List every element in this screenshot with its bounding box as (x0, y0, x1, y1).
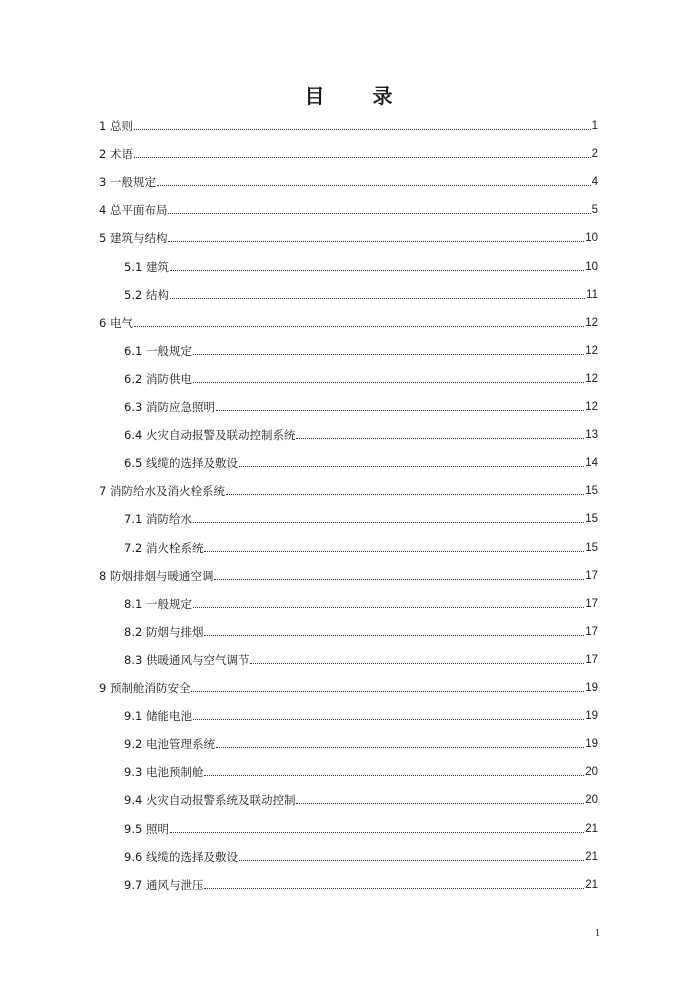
toc-entry-page: 19 (585, 738, 598, 751)
toc-leader-dots (170, 831, 584, 833)
toc-entry-label: 7.1 消防给水 (124, 512, 192, 527)
toc-entry-page: 17 (585, 569, 598, 582)
toc-entry-page: 15 (585, 513, 598, 526)
toc-entry-label: 8.1 一般规定 (124, 596, 192, 611)
toc-entry[interactable] (124, 535, 598, 555)
toc-leader-dots (204, 887, 584, 889)
page-number: 1 (595, 928, 600, 939)
toc-entry-page: 4 (591, 176, 598, 189)
toc-leader-dots (204, 774, 584, 776)
toc-leader-dots (239, 859, 584, 861)
toc-entry-page: 17 (585, 653, 598, 666)
title-char-2: 录 (372, 84, 393, 108)
toc-entry[interactable] (124, 619, 598, 639)
toc-entry-label: 5 建筑与结构 (99, 231, 168, 246)
toc-entry-label: 8.2 防烟与排烟 (124, 624, 204, 639)
toc-entry[interactable] (124, 394, 598, 414)
toc-entry-label: 5.1 建筑 (124, 259, 169, 274)
toc-entry[interactable] (99, 675, 598, 695)
toc-entry-page: 14 (585, 457, 598, 470)
toc-leader-dots (170, 297, 585, 299)
toc-entry-label: 7.2 消火栓系统 (124, 540, 204, 555)
toc-entry-label: 9.5 照明 (124, 821, 169, 836)
toc-entry-label: 5.2 结构 (124, 287, 169, 302)
toc-entry-page: 10 (585, 260, 598, 273)
toc-entry-label: 8 防烟排烟与暖通空调 (99, 568, 214, 583)
toc-leader-dots (216, 746, 584, 748)
toc-entry-page: 15 (585, 485, 598, 498)
toc-entry[interactable] (124, 759, 598, 779)
toc-entry-label: 1 总则 (99, 119, 133, 133)
toc-entry[interactable] (124, 591, 598, 611)
toc-entry-label: 2 术语 (99, 147, 133, 162)
toc-entry-label: 9.2 电池管理系统 (124, 737, 215, 752)
toc-entry-label: 6.4 火灾自动报警及联动控制系统 (124, 428, 296, 443)
toc-entry[interactable] (99, 563, 598, 583)
toc-entry-page: 12 (585, 372, 598, 385)
title-char-1: 目 (304, 84, 325, 108)
toc-leader-dots (193, 718, 584, 720)
toc-entry[interactable] (99, 197, 598, 217)
toc-entry[interactable] (124, 703, 598, 723)
toc-entry-label: 9.4 火灾自动报警系统及联动控制 (124, 793, 296, 808)
toc-entry-label: 9.7 通风与泄压 (124, 877, 204, 892)
toc-entry[interactable] (124, 731, 598, 751)
toc-entry-page: 11 (586, 288, 598, 301)
toc-entry[interactable] (99, 169, 598, 189)
toc-entry-page: 5 (591, 204, 598, 217)
toc-leader-dots (250, 662, 584, 664)
toc-leader-dots (226, 493, 584, 495)
toc-entry-label: 9 预制舱消防安全 (99, 681, 191, 695)
toc-leader-dots (239, 465, 584, 467)
toc-entry-page: 13 (585, 429, 598, 442)
toc-entry[interactable] (124, 816, 598, 836)
toc-entry-label: 4 总平面布局 (99, 203, 168, 218)
toc-entry-label: 6.2 消防供电 (124, 371, 192, 386)
toc-leader-dots (191, 690, 584, 692)
toc-entry-label: 6.5 线缆的选择及敷设 (124, 456, 238, 471)
toc-entry-page: 21 (585, 878, 598, 891)
toc-entry-page: 21 (585, 822, 598, 835)
toc-leader-dots (296, 802, 584, 804)
toc-entry[interactable] (124, 366, 598, 386)
toc-leader-dots (168, 212, 590, 214)
toc-entry[interactable] (99, 113, 598, 133)
toc-entry[interactable] (124, 647, 598, 667)
toc-entry-page: 19 (585, 710, 598, 723)
toc-entry-page: 10 (585, 232, 598, 245)
toc-entry[interactable] (124, 787, 598, 807)
toc-leader-dots (157, 184, 591, 186)
toc-leader-dots (214, 578, 584, 580)
toc-entry[interactable] (124, 450, 598, 470)
toc-leader-dots (168, 240, 584, 242)
toc-entry[interactable] (124, 282, 598, 302)
toc-leader-dots (204, 550, 584, 552)
toc-entry-label: 3 一般规定 (99, 175, 156, 190)
toc-leader-dots (170, 269, 584, 271)
toc-entry[interactable] (99, 478, 598, 498)
toc-entry-label: 7 消防给水及消火栓系统 (99, 484, 225, 499)
toc-entry-page: 20 (585, 766, 598, 779)
toc-entry[interactable] (99, 310, 598, 330)
toc-entry-label: 9.1 储能电池 (124, 709, 192, 724)
toc-entry-label: 6.3 消防应急照明 (124, 400, 215, 414)
toc-entry-label: 6 电气 (99, 315, 133, 330)
toc-entry-page: 15 (585, 541, 598, 554)
toc-entry[interactable] (124, 254, 598, 274)
toc-leader-dots (216, 409, 584, 411)
toc-entry-label: 6.1 一般规定 (124, 343, 192, 358)
toc-entry[interactable] (124, 422, 598, 442)
toc-entry-label: 9.6 线缆的选择及敷设 (124, 849, 238, 864)
toc-entry-page: 17 (585, 597, 598, 610)
toc-entry[interactable] (124, 506, 598, 526)
toc-leader-dots (193, 521, 584, 523)
toc-leader-dots (204, 634, 584, 636)
toc-entry-page: 12 (585, 316, 598, 329)
toc-leader-dots (134, 156, 591, 158)
toc-leader-dots (193, 353, 584, 355)
toc-entry-page: 21 (585, 850, 598, 863)
toc-entry-label: 9.3 电池预制舱 (124, 765, 204, 780)
toc-entry-page: 2 (591, 148, 598, 161)
toc-leader-dots (193, 606, 584, 608)
toc-leader-dots (134, 325, 584, 327)
toc-entry-page: 17 (585, 625, 598, 638)
toc-leader-dots (134, 128, 591, 130)
toc-entry[interactable] (99, 141, 598, 161)
toc-entry[interactable] (99, 225, 598, 245)
toc-leader-dots (193, 381, 584, 383)
page-title (0, 80, 697, 110)
toc-entry[interactable] (124, 338, 598, 358)
toc-entry[interactable] (124, 872, 598, 892)
toc-entry-page: 1 (591, 120, 598, 132)
toc-entry-page: 12 (585, 344, 598, 357)
toc-entry-page: 12 (585, 401, 598, 413)
toc-entry-page: 19 (585, 682, 598, 694)
toc-leader-dots (296, 437, 584, 439)
toc-entry-label: 8.3 供暖通风与空气调节 (124, 652, 250, 667)
toc-entry-page: 20 (585, 794, 598, 807)
toc-entry[interactable] (124, 844, 598, 864)
